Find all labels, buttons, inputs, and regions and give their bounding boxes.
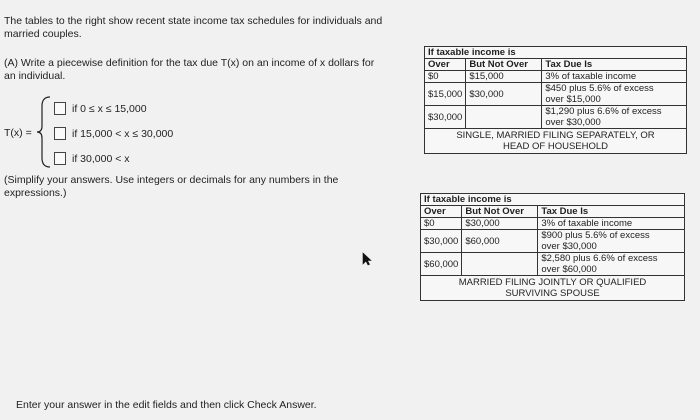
tax-due-line1: $2,580 plus 6.6% of excess [541, 253, 658, 264]
cell-not-over: $15,000 [466, 71, 542, 83]
table-caption [421, 276, 685, 301]
case1-condition: if 0 ≤ x ≤ 15,000 [72, 103, 147, 115]
cell-tax-due [542, 83, 687, 106]
tax-due-line1: $450 plus 5.6% of excess [545, 83, 654, 94]
question-text-line2: an individual. [4, 70, 66, 82]
joint-tax-table [420, 193, 685, 301]
cell-tax-due [538, 218, 685, 230]
cell-over: $30,000 [421, 230, 462, 253]
cell-tax-due [542, 106, 687, 129]
cell-tax-due [538, 253, 685, 276]
cell-over: $0 [425, 71, 466, 83]
case3-condition: if 30,000 < x [72, 153, 130, 165]
col-header-not-over: But Not Over [462, 206, 538, 218]
table-caption-row [421, 276, 685, 301]
col-header-over: Over [425, 59, 466, 71]
table-row [421, 230, 685, 253]
tax-due-line2: over $30,000 [541, 241, 597, 252]
table-header-row [425, 47, 687, 59]
col-header-over: Over [421, 206, 462, 218]
intro-text-line2: married couples. [4, 28, 82, 40]
mouse-pointer-icon [362, 252, 372, 266]
individual-tax-table [424, 46, 687, 154]
piecewise-label: T(x) = [4, 127, 32, 139]
table-header-row [425, 59, 687, 71]
cell-over: $30,000 [425, 106, 466, 129]
cell-not-over [466, 106, 542, 129]
table-header-row [421, 206, 685, 218]
tax-due-line1: $1,290 plus 6.6% of excess [545, 106, 662, 117]
cell-not-over [462, 253, 538, 276]
table-row [421, 218, 685, 230]
cell-tax-due [538, 230, 685, 253]
simplify-note-line2: expressions.) [4, 187, 67, 199]
case3-expression-field[interactable] [54, 152, 66, 165]
table-row [425, 106, 687, 129]
cell-over: $60,000 [421, 253, 462, 276]
simplify-note-line1: (Simplify your answers. Use integers or decimals for any numbers in the [4, 174, 339, 186]
tax-due-line2: over $30,000 [545, 117, 601, 128]
cell-not-over: $30,000 [462, 218, 538, 230]
table-header-row [421, 194, 685, 206]
table-caption-line2: SURVIVING SPOUSE [505, 288, 600, 299]
case2-condition: if 15,000 < x ≤ 30,000 [72, 128, 174, 140]
cell-not-over: $60,000 [462, 230, 538, 253]
table-header-top: If taxable income is [421, 194, 685, 206]
table-caption-line1: SINGLE, MARRIED FILING SEPARATELY, OR [456, 130, 655, 141]
table-caption-line2: HEAD OF HOUSEHOLD [502, 141, 609, 152]
table-row [425, 71, 687, 83]
cell-over: $0 [421, 218, 462, 230]
cell-not-over: $30,000 [466, 83, 542, 106]
cell-tax-due [542, 71, 687, 83]
left-brace-icon [36, 96, 54, 168]
cell-over: $15,000 [425, 83, 466, 106]
table-header-top: If taxable income is [425, 47, 687, 59]
tax-due-line1: 3% of taxable income [541, 218, 633, 229]
tax-due-line2: over $15,000 [545, 94, 601, 105]
footer-instruction: Enter your answer in the edit fields and then click Check Answer. [16, 399, 317, 411]
col-header-tax-due: Tax Due Is [538, 206, 685, 218]
tax-due-line1: $900 plus 5.6% of excess [541, 230, 650, 241]
col-header-tax-due: Tax Due Is [542, 59, 687, 71]
table-row [425, 83, 687, 106]
col-header-not-over: But Not Over [466, 59, 542, 71]
tax-due-line2: over $60,000 [541, 264, 597, 275]
table-row [421, 253, 685, 276]
table-caption-row [425, 129, 687, 154]
case2-expression-field[interactable] [54, 127, 66, 140]
intro-text-line1: The tables to the right show recent state income tax schedules for individuals and [4, 15, 383, 27]
question-text-line1: (A) Write a piecewise definition for the tax due T(x) on an income of x dollars for [4, 57, 375, 69]
tax-due-line1: 3% of taxable income [545, 71, 637, 82]
table-caption-line1: MARRIED FILING JOINTLY OR QUALIFIED [458, 277, 647, 288]
table-caption [425, 129, 687, 154]
case1-expression-field[interactable] [54, 102, 66, 115]
